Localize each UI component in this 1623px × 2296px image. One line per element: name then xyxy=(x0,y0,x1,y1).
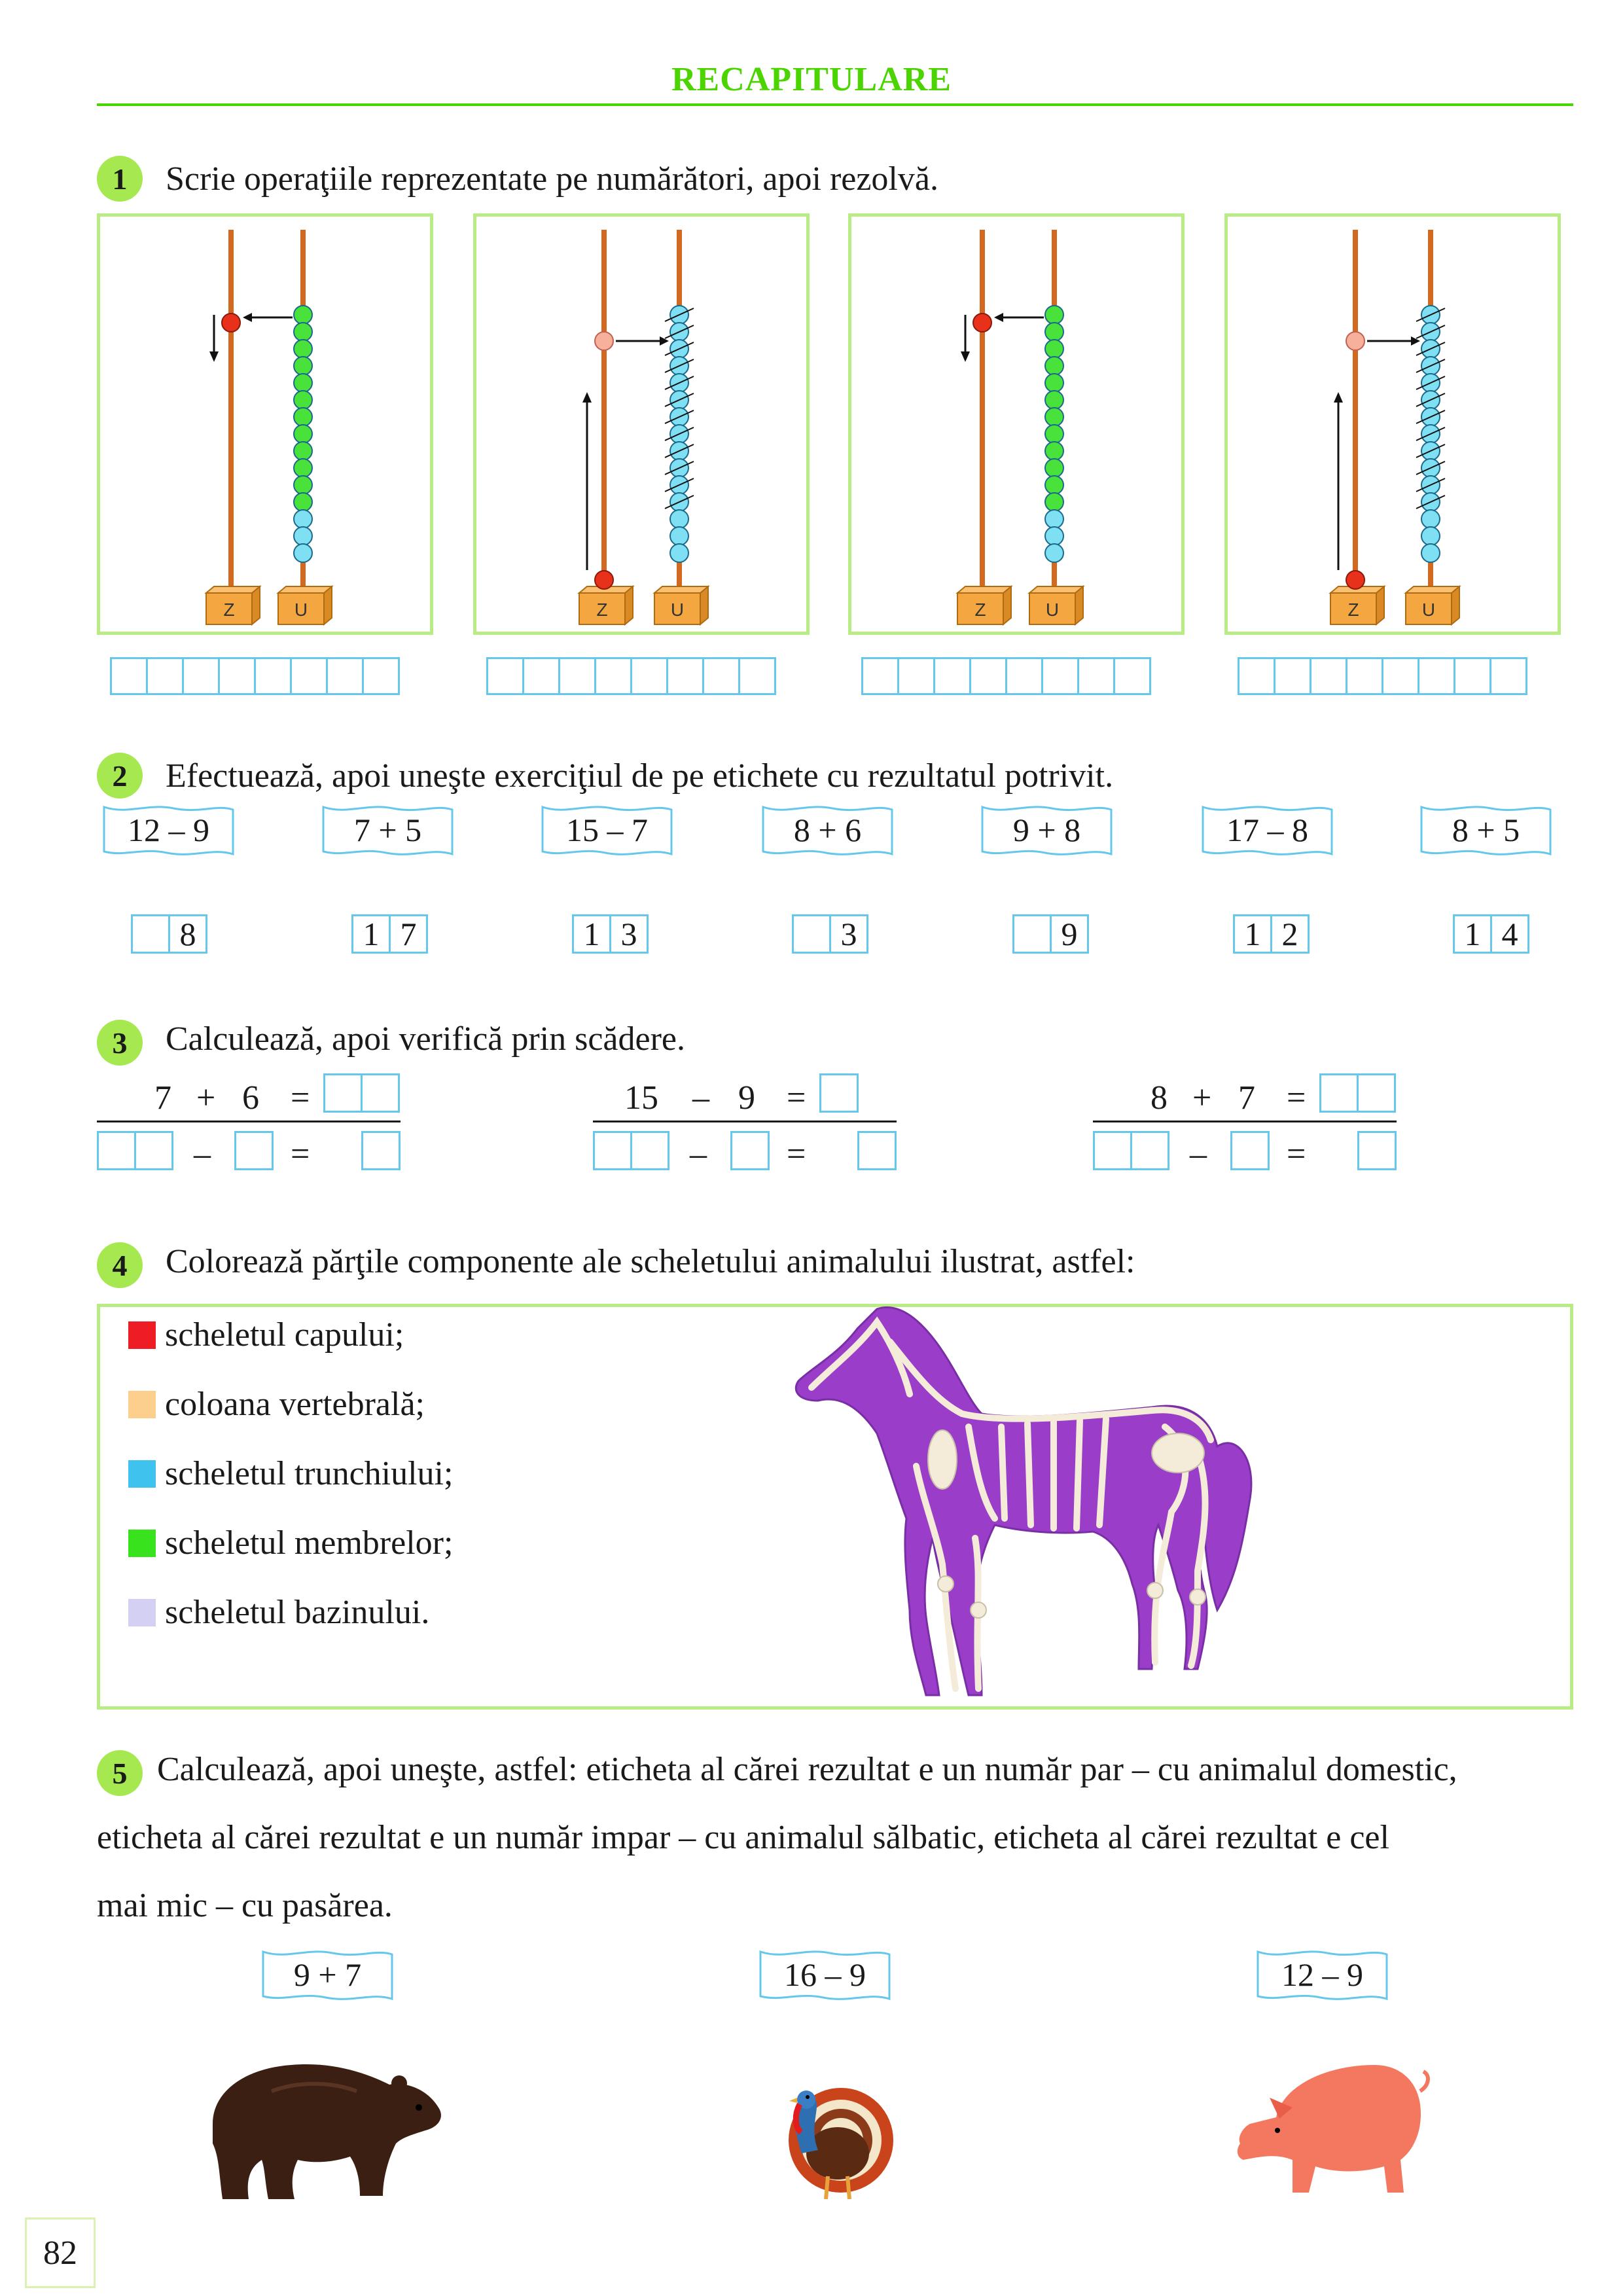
minus-sign: – xyxy=(690,1136,707,1173)
operator: + xyxy=(196,1079,216,1117)
result-digit: 1 xyxy=(1233,914,1272,954)
exercise-1-instruction: Scrie operaţiile reprezentate pe numărători, apoi rezolvă. xyxy=(166,160,938,198)
legend-label: coloana vertebrală; xyxy=(165,1386,425,1423)
result-digit: 7 xyxy=(389,914,428,954)
page-number: 82 xyxy=(25,2217,96,2288)
answer-boxes xyxy=(1238,657,1525,695)
pig-icon xyxy=(1230,2045,1433,2206)
check-divider xyxy=(97,1121,401,1122)
legend-label: scheletul capului; xyxy=(165,1316,404,1354)
result-cell[interactable] xyxy=(1357,1073,1396,1113)
equals-sign: = xyxy=(1287,1136,1306,1173)
operand-b: 6 xyxy=(242,1079,259,1117)
equals-sign: = xyxy=(1287,1079,1306,1117)
color-swatch xyxy=(128,1530,156,1557)
result-digit: 9 xyxy=(1050,914,1089,954)
result-number[interactable] xyxy=(351,914,426,954)
result-digit xyxy=(792,914,831,954)
tag-text: 12 – 9 xyxy=(1281,1956,1363,1993)
exercise-label-tag[interactable] xyxy=(1200,802,1334,858)
legend-label: scheletul bazinului. xyxy=(165,1594,430,1631)
answer-boxes xyxy=(110,657,398,695)
check-cell[interactable] xyxy=(1130,1131,1169,1170)
turkey-icon xyxy=(766,2081,897,2206)
result-digit xyxy=(131,914,170,954)
exercise-label-tag[interactable] xyxy=(758,1946,892,2003)
result-cell[interactable] xyxy=(323,1073,363,1113)
equals-sign: = xyxy=(787,1079,806,1117)
check-cell[interactable] xyxy=(134,1131,173,1170)
answer-cell[interactable] xyxy=(290,657,328,695)
answer-cell[interactable] xyxy=(146,657,184,695)
tag-text: 17 – 8 xyxy=(1226,812,1308,848)
check-divider xyxy=(593,1121,897,1122)
answer-cell[interactable] xyxy=(182,657,220,695)
equals-sign: = xyxy=(291,1136,310,1173)
svg-text:U: U xyxy=(670,600,685,620)
tag-text: 8 + 6 xyxy=(793,812,862,848)
operand-a: 15 xyxy=(624,1079,658,1117)
check-subtrahend[interactable] xyxy=(234,1131,274,1170)
result-number[interactable] xyxy=(1453,914,1527,954)
tag-text: 12 – 9 xyxy=(128,812,209,848)
result-box[interactable] xyxy=(323,1073,398,1113)
answer-cell[interactable] xyxy=(1274,657,1311,695)
check-subtrahend[interactable] xyxy=(1230,1131,1270,1170)
answer-cell[interactable] xyxy=(1489,657,1527,695)
color-swatch xyxy=(128,1599,156,1626)
result-number[interactable] xyxy=(792,914,866,954)
answer-cell[interactable] xyxy=(1041,657,1079,695)
check-divider xyxy=(1093,1121,1397,1122)
svg-text:U: U xyxy=(294,600,308,620)
bear-icon xyxy=(193,2045,455,2209)
result-digit: 1 xyxy=(1453,914,1492,954)
legend-item xyxy=(128,1316,404,1354)
legend-item xyxy=(128,1385,425,1424)
answer-cell[interactable] xyxy=(1238,657,1275,695)
result-digit xyxy=(1012,914,1052,954)
answer-cell[interactable] xyxy=(326,657,364,695)
exercise-label-tag[interactable] xyxy=(1255,1946,1389,2003)
exercise-5-line-3: mai mic – cu pasărea. xyxy=(97,1887,393,1924)
legend-item xyxy=(128,1454,453,1493)
legend-label: scheletul trunchiului; xyxy=(165,1455,454,1492)
tag-text: 9 + 7 xyxy=(293,1956,362,1993)
answer-cell[interactable] xyxy=(630,657,668,695)
result-digit: 8 xyxy=(168,914,207,954)
check-cell[interactable] xyxy=(97,1131,136,1170)
abacus-icon xyxy=(100,217,430,632)
exercise-number-1: 1 xyxy=(97,156,143,202)
abacus-icon xyxy=(851,217,1181,632)
result-digit: 3 xyxy=(609,914,649,954)
exercise-label-tag[interactable] xyxy=(1419,802,1553,858)
abacus-panel xyxy=(473,213,810,635)
svg-text:Z: Z xyxy=(974,600,986,620)
check-difference[interactable] xyxy=(1357,1131,1397,1170)
exercise-label-tag[interactable] xyxy=(101,802,236,858)
exercise-number-3: 3 xyxy=(97,1020,143,1066)
check-minuend[interactable] xyxy=(593,1131,668,1170)
exercise-label-tag[interactable] xyxy=(760,802,895,858)
answer-cell[interactable] xyxy=(254,657,292,695)
horse-skeleton-icon xyxy=(785,1302,1283,1708)
operator: + xyxy=(1192,1079,1212,1117)
answer-cell[interactable] xyxy=(522,657,560,695)
legend-item xyxy=(128,1524,453,1562)
tag-text: 9 + 8 xyxy=(1012,812,1081,848)
tag-text: 7 + 5 xyxy=(353,812,422,848)
exercise-number-5: 5 xyxy=(97,1750,143,1796)
answer-cell[interactable] xyxy=(1418,657,1455,695)
operand-b: 7 xyxy=(1238,1079,1255,1117)
answer-cell[interactable] xyxy=(1382,657,1419,695)
abacus-icon xyxy=(476,217,806,632)
exercise-number-4: 4 xyxy=(97,1242,143,1288)
operand-a: 7 xyxy=(154,1079,171,1117)
page-title: RECAPITULARE xyxy=(671,61,952,98)
check-minuend[interactable] xyxy=(97,1131,171,1170)
color-swatch xyxy=(128,1391,156,1418)
abacus-panel xyxy=(1224,213,1561,635)
result-number[interactable] xyxy=(1012,914,1087,954)
svg-text:U: U xyxy=(1045,600,1060,620)
answer-cell[interactable] xyxy=(1005,657,1043,695)
exercise-label-tag[interactable] xyxy=(540,802,674,858)
title-rule xyxy=(97,103,1573,106)
exercise-number-2: 2 xyxy=(97,753,143,798)
exercise-label-tag[interactable] xyxy=(260,1946,395,2003)
result-cell[interactable] xyxy=(1319,1073,1359,1113)
answer-cell[interactable] xyxy=(1113,657,1151,695)
result-box[interactable] xyxy=(819,1073,857,1113)
answer-cell[interactable] xyxy=(218,657,256,695)
result-box[interactable] xyxy=(1319,1073,1394,1113)
check-subtrahend[interactable] xyxy=(730,1131,770,1170)
answer-boxes xyxy=(486,657,774,695)
equals-sign: = xyxy=(787,1136,806,1173)
legend-item xyxy=(128,1593,429,1632)
tag-text: 15 – 7 xyxy=(566,812,648,848)
exercise-3-instruction: Calculează, apoi verifică prin scădere. xyxy=(166,1020,685,1058)
svg-text:U: U xyxy=(1421,600,1436,620)
svg-text:Z: Z xyxy=(596,600,608,620)
equals-sign: = xyxy=(291,1079,310,1117)
tag-text: 16 – 9 xyxy=(784,1956,866,1993)
answer-cell[interactable] xyxy=(738,657,776,695)
answer-cell[interactable] xyxy=(362,657,400,695)
check-minuend[interactable] xyxy=(1093,1131,1168,1170)
check-cell[interactable] xyxy=(1093,1131,1132,1170)
abacus-panel xyxy=(97,213,433,635)
result-digit: 3 xyxy=(829,914,868,954)
result-digit: 1 xyxy=(351,914,391,954)
abacus-icon xyxy=(1228,217,1558,632)
operand-a: 8 xyxy=(1150,1079,1168,1117)
answer-cell[interactable] xyxy=(1454,657,1491,695)
answer-cell[interactable] xyxy=(486,657,524,695)
answer-cell[interactable] xyxy=(897,657,935,695)
check-difference[interactable] xyxy=(857,1131,897,1170)
result-number[interactable] xyxy=(131,914,205,954)
check-difference[interactable] xyxy=(361,1131,401,1170)
answer-cell[interactable] xyxy=(110,657,148,695)
answer-cell[interactable] xyxy=(1077,657,1115,695)
color-swatch xyxy=(128,1321,156,1349)
tag-text: 8 + 5 xyxy=(1452,812,1520,848)
answer-cell[interactable] xyxy=(933,657,971,695)
exercise-5-line-2: eticheta al cărei rezultat e un număr impar – cu animalul sălbatic, eticheta al cărei rezultat e cel xyxy=(97,1819,1389,1856)
svg-text:Z: Z xyxy=(223,600,235,620)
result-cell[interactable] xyxy=(819,1073,859,1113)
exercise-4-instruction: Colorează părţile componente ale scheletului animalului ilustrat, astfel: xyxy=(166,1243,1135,1280)
result-digit: 2 xyxy=(1270,914,1310,954)
exercise-label-tag[interactable] xyxy=(980,802,1114,858)
result-number[interactable] xyxy=(1233,914,1308,954)
exercise-2-instruction: Efectuează, apoi uneşte exerciţiul de pe etichete cu rezultatul potrivit. xyxy=(166,757,1114,795)
result-cell[interactable] xyxy=(361,1073,400,1113)
answer-cell[interactable] xyxy=(861,657,899,695)
result-digit: 4 xyxy=(1490,914,1529,954)
result-number[interactable] xyxy=(572,914,647,954)
minus-sign: – xyxy=(194,1136,211,1173)
operand-b: 9 xyxy=(738,1079,755,1117)
answer-cell[interactable] xyxy=(666,657,704,695)
answer-boxes xyxy=(861,657,1149,695)
svg-text:Z: Z xyxy=(1347,600,1359,620)
result-digit: 1 xyxy=(572,914,611,954)
answer-cell[interactable] xyxy=(558,657,596,695)
check-cell[interactable] xyxy=(593,1131,632,1170)
check-cell[interactable] xyxy=(630,1131,669,1170)
minus-sign: – xyxy=(1190,1136,1207,1173)
exercise-5-line-1: Calculează, apoi uneşte, astfel: eticheta al cărei rezultat e un număr par – cu animalul domestic, xyxy=(157,1751,1457,1788)
abacus-panel xyxy=(848,213,1185,635)
answer-cell[interactable] xyxy=(594,657,632,695)
answer-cell[interactable] xyxy=(1346,657,1383,695)
answer-cell[interactable] xyxy=(969,657,1007,695)
answer-cell[interactable] xyxy=(1310,657,1347,695)
operator: – xyxy=(692,1079,709,1117)
color-swatch xyxy=(128,1460,156,1488)
answer-cell[interactable] xyxy=(702,657,740,695)
exercise-label-tag[interactable] xyxy=(321,802,455,858)
legend-label: scheletul membrelor; xyxy=(165,1524,454,1562)
